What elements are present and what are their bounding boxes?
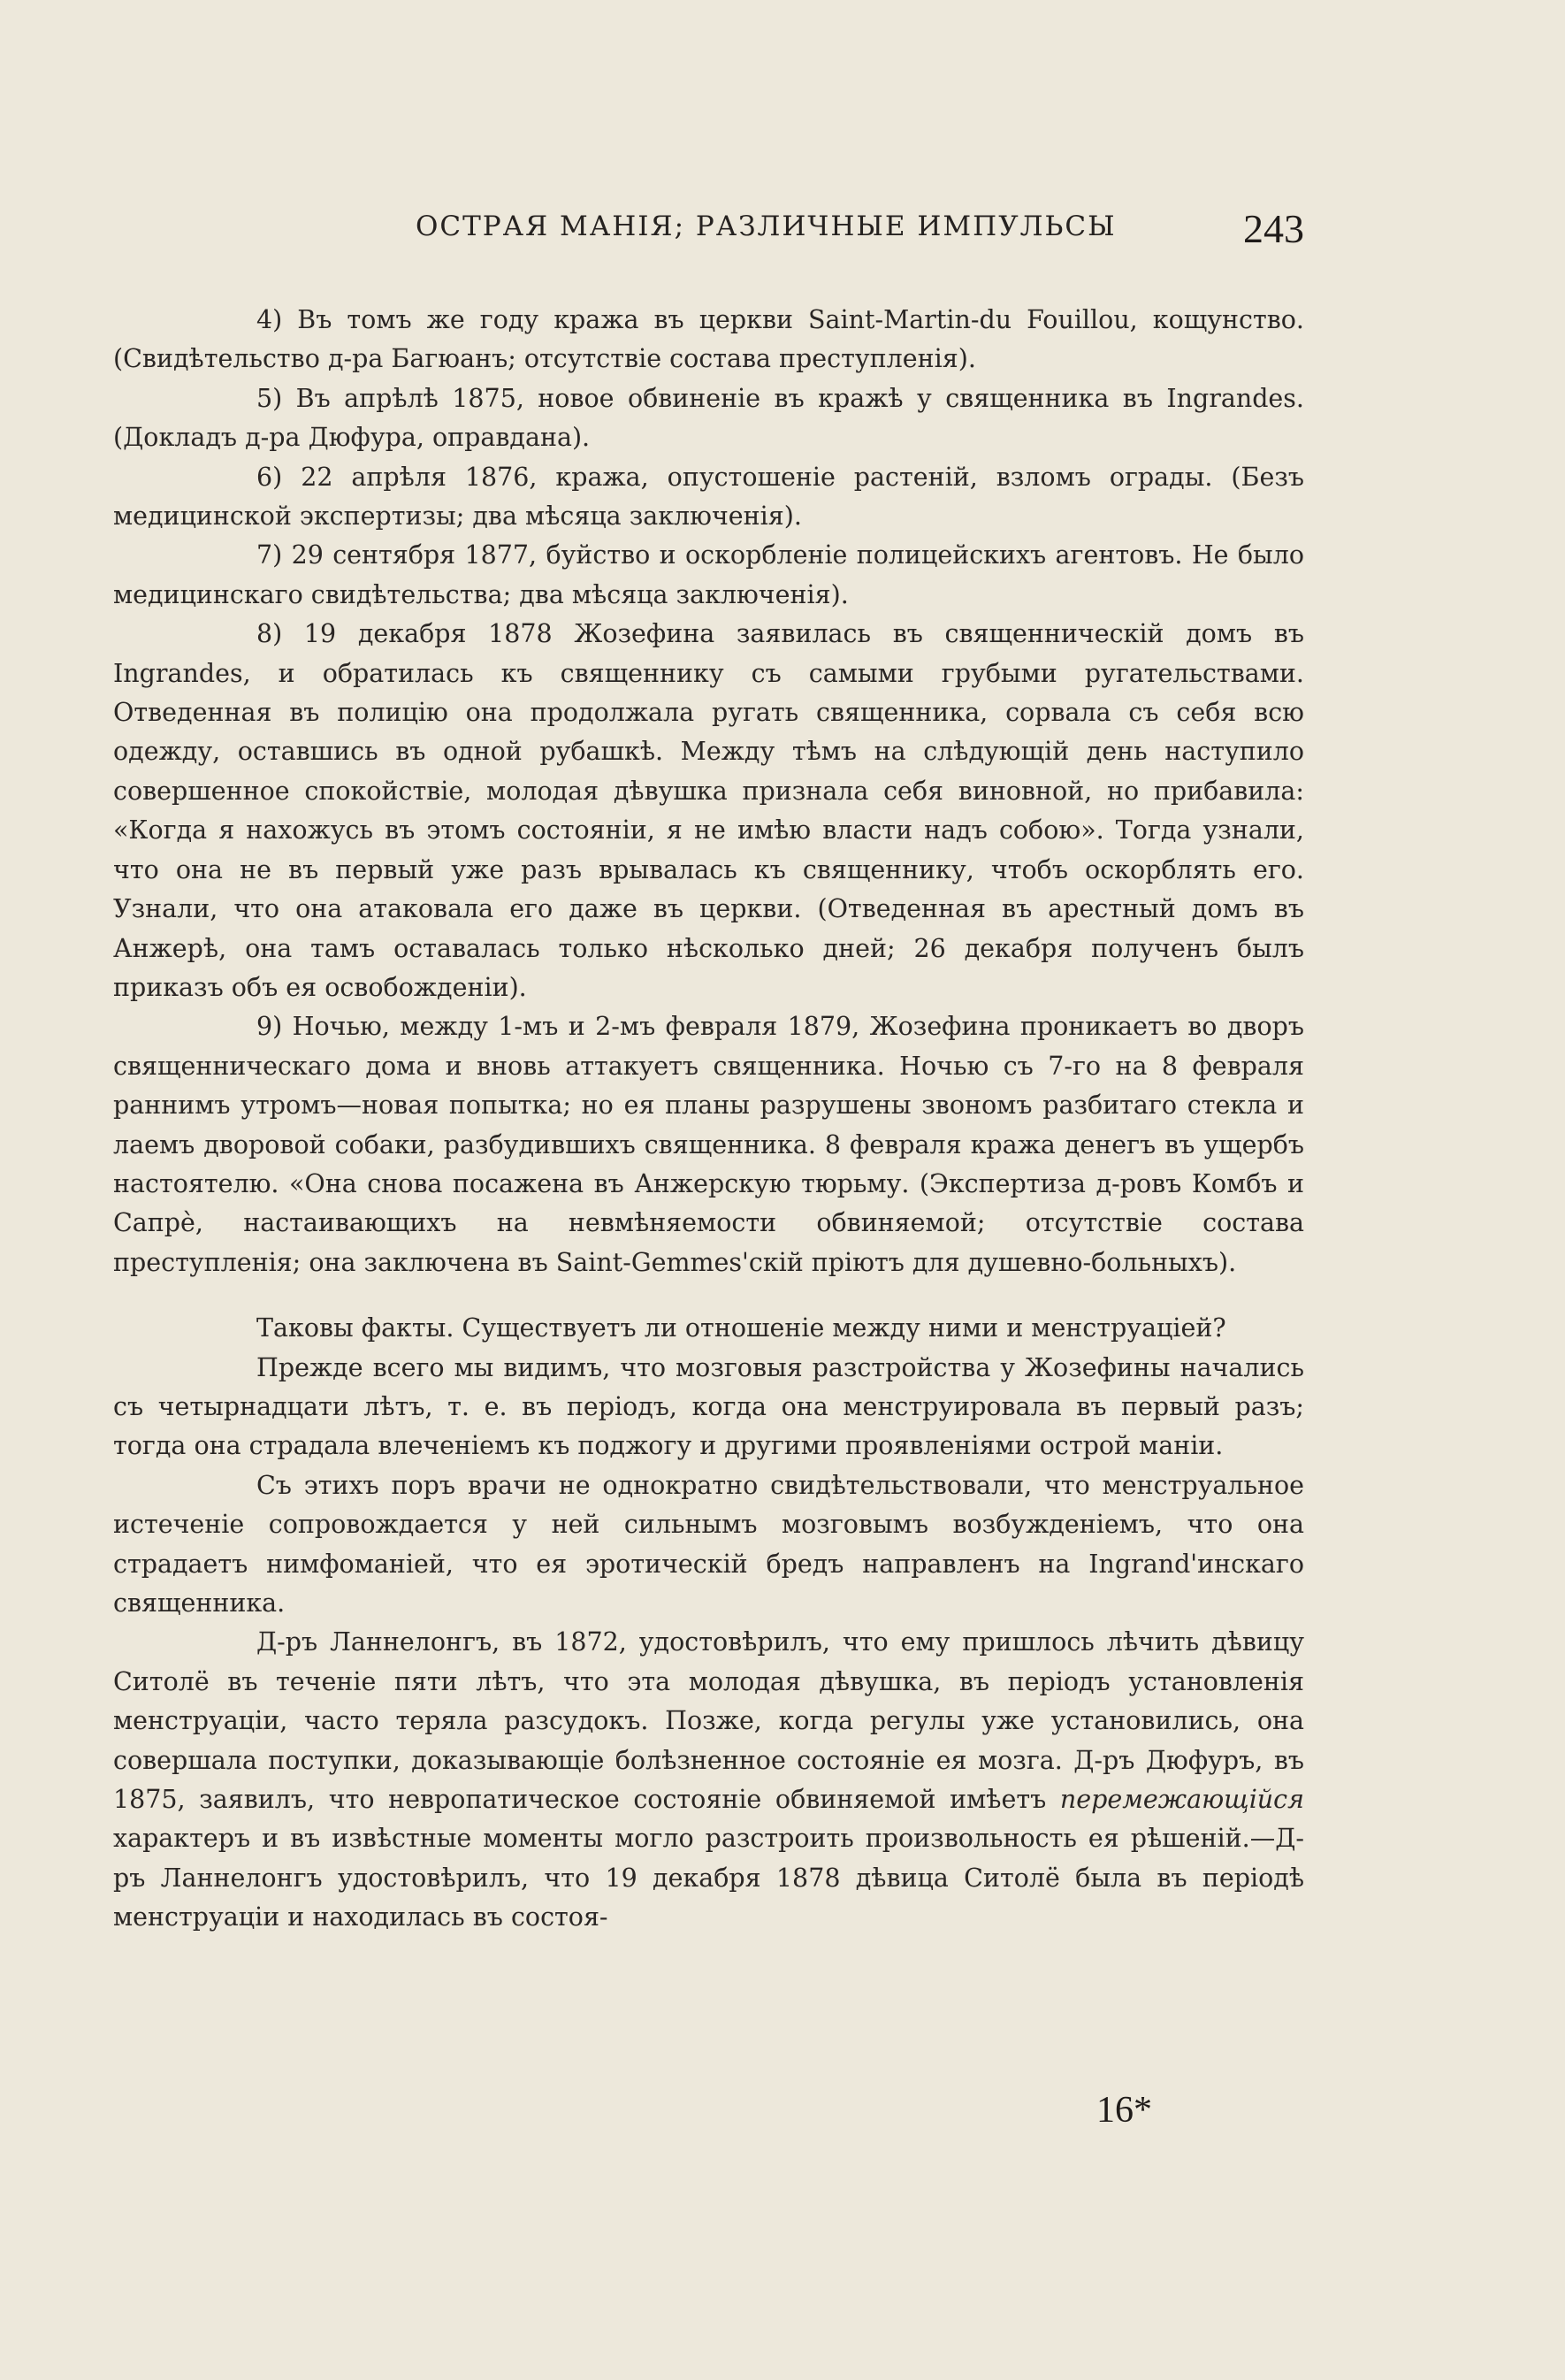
page-number: 243	[1243, 206, 1304, 251]
paragraph-item-4: 4) Въ томъ же году кража въ церкви Saint-Martin-du Fouillou, кощунство. (Свидѣтельство д-ра Багюанъ; отсутствіе состава преступленія).	[113, 305, 1304, 374]
paragraph-doctors-testimony: Съ этихъ поръ врачи не однократно свидѣтельствовали, что менструальное истеченіе сопровождается у ней сильнымъ мозговымъ возбужденіемъ, что она страдаетъ нимфоманіей, что ея эротическій бредъ направленъ на Ingrand'инскаго священника.	[113, 1470, 1304, 1618]
paragraph-item-8: 8) 19 декабря 1878 Жозефина заявилась въ священническій домъ въ Ingrandes, и обратилась къ священнику съ самыми грубыми ругательствами. Отведенная въ полицію она продолжала ругать священника, сорвала съ себя всю одежду, оставшись въ одной рубашкѣ. Между тѣмъ на слѣдующій день наступило совершенное спокойствіе, молодая дѣвушка признала себя виновной, но прибавила: «Когда я нахожусь въ этомъ состояніи, я не имѣю власти надъ собою». Тогда узнали, что она не въ первый уже разъ врывалась къ священнику, чтобъ оскорблять его. Узнали, что она атаковала его даже въ церкви. (Отведенная въ арестный домъ въ Анжерѣ, она тамъ оставалась только нѣсколько дней; 26 декабря полученъ былъ приказъ объ ея освобожденіи).	[113, 619, 1304, 1002]
paragraph-item-6: 6) 22 апрѣля 1876, кража, опустошеніе растеній, взломъ ограды. (Безъ медицинской экспертизы; два мѣсяца заключенія).	[113, 462, 1304, 532]
paragraph-item-7: 7) 29 сентября 1877, буйство и оскорбленіе полицейскихъ агентовъ. Не было медицинскаго свидѣтельства; два мѣсяца заключенія).	[113, 540, 1304, 609]
paragraph-first-signs: Прежде всего мы видимъ, что мозговыя разстройства у Жозефины начались съ четырнадцати лѣтъ, т. е. въ періодъ, когда она менструировала въ первый разъ; тогда она страдала влеченіемъ къ поджогу и другими проявленіями острой маніи.	[113, 1352, 1304, 1461]
paragraph-facts: Таковы факты. Существуетъ ли отношеніе между ними и менструаціей?	[256, 1313, 1226, 1343]
paragraph-item-5: 5) Въ апрѣлѣ 1875, новое обвиненіе въ кражѣ у священника въ Ingrandes. (Докладъ д-ра Дюфура, оправдана).	[113, 383, 1304, 453]
paragraph-item-9: 9) Ночью, между 1-мъ и 2-мъ февраля 1879, Жозефина проникаетъ во дворъ священническаго дома и вновь аттакуетъ священника. Ночью съ 7-го на 8 февраля раннимъ утромъ—новая попытка; но ея планы разрушены звономъ разбитаго стекла и лаемъ дворовой собаки, разбудившихъ священника. 8 февраля кража денегъ въ ущербъ настоятелю. «Она снова посажена въ Анжерскую тюрьму. (Экспертиза д-ровъ Комбъ и Сапрѐ, настаивающихъ на невмѣняемости обвиняемой; отсутствіе состава преступленія; она заключена въ Saint-Gemmes'скій пріютъ для душевно-больныхъ).	[113, 1012, 1304, 1277]
paragraph-lannelongue	[113, 1623, 1304, 1937]
signature-mark: 16*	[1096, 2090, 1152, 2131]
body-text	[113, 301, 1304, 1938]
paragraph-lannelongue-part2: характеръ и въ извѣстные моменты могло разстроить произвольность ея рѣшеній.—Д-ръ Ланнелонгъ удостовѣрилъ, что 19 декабря 1878 дѣвица Ситолё была въ періодѣ менструаціи и находилась въ состоя-	[113, 1824, 1304, 1932]
running-title: ОСТРАЯ МАНІЯ; РАЗЛИЧНЫЕ ИМПУЛЬСЫ	[416, 210, 1117, 242]
page-header	[265, 205, 1304, 258]
italic-term: перемежающійся	[1059, 1785, 1304, 1815]
paragraph-lannelongue-part1: Д-ръ Ланнелонгъ, въ 1872, удостовѣрилъ, что ему пришлось лѣчить дѣвицу Ситолё въ теченіе пяти лѣтъ, что эта молодая дѣвушка, въ періодъ установленія менструаціи, часто теряла разсудокъ. Позже, когда регулы уже установились, она совершала поступки, доказывающіе болѣзненное состояніе ея мозга. Д-ръ Дюфуръ, въ 1875, заявилъ, что невропатическое состояніе обвиняемой имѣетъ	[113, 1627, 1304, 1815]
